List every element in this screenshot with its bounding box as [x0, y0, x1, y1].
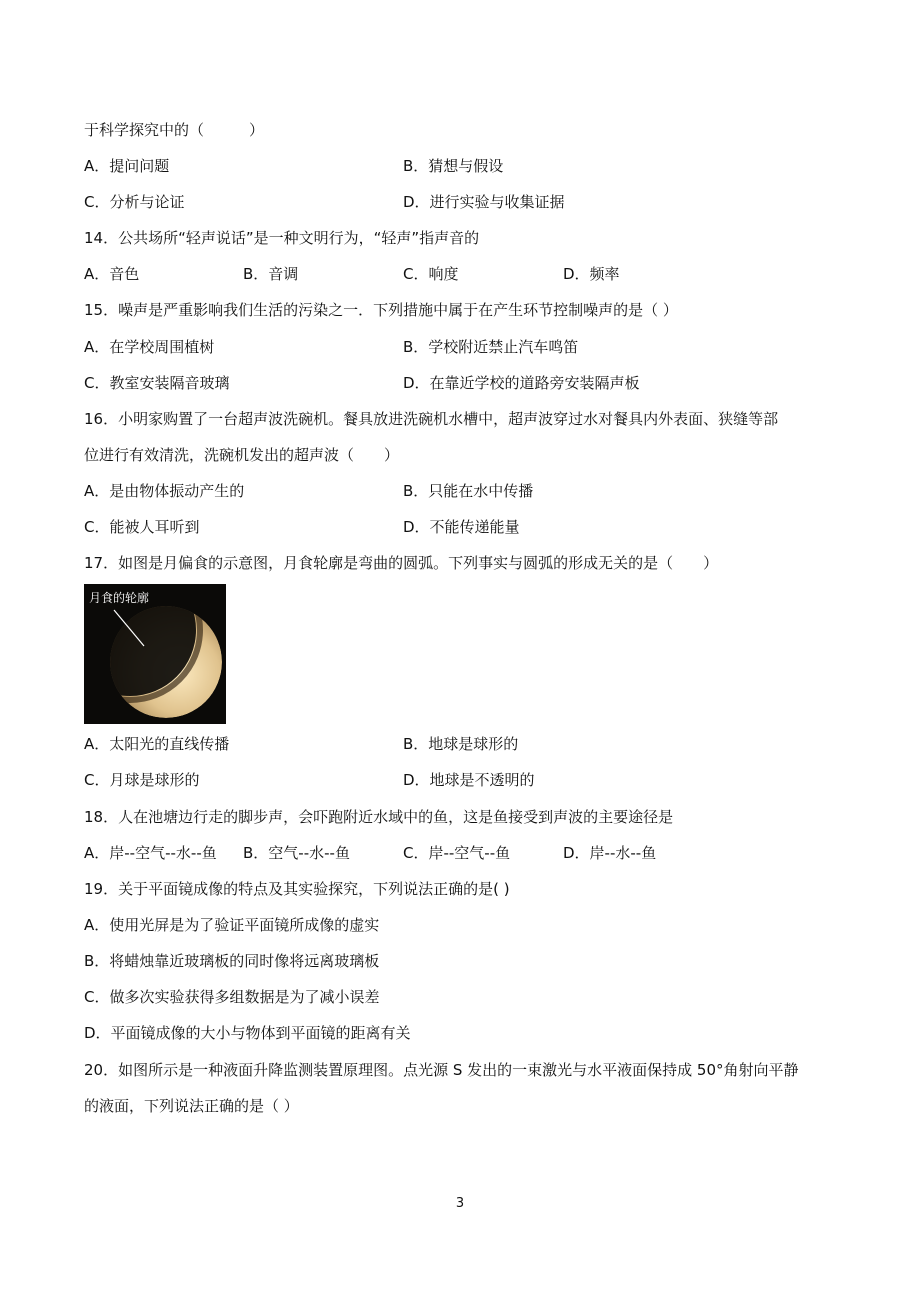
- figure-label: 月食的轮廓: [89, 591, 150, 605]
- q20-stem-line2: 的液面，下列说法正确的是（ ）: [84, 1097, 299, 1115]
- q18-option-a: A．岸--空气--水--鱼: [84, 844, 217, 862]
- q13-stem-tail: 于科学探究中的（ ）: [84, 121, 265, 139]
- q15-stem: 15．噪声是严重影响我们生活的污染之一．下列措施中属于在产生环节控制噪声的是（ ）: [84, 301, 678, 319]
- q14-option-a: A．音色: [84, 265, 140, 283]
- q16-stem-line1: 16．小明家购置了一台超声波洗碗机。餐具放进洗碗机水槽中，超声波穿过水对餐具内外表面、狭缝等部: [84, 410, 779, 428]
- q20-stem-line1: 20．如图所示是一种液面升降监测装置原理图。点光源 S 发出的一束激光与水平液面保持成 50°角射向平静: [84, 1061, 799, 1079]
- q17-option-c: C．月球是球形的: [84, 771, 200, 789]
- page-number: 3: [455, 1196, 465, 1211]
- q16-option-c: C．能被人耳听到: [84, 518, 200, 536]
- q14-option-d: D．频率: [563, 265, 620, 283]
- q17-option-d: D．地球是不透明的: [403, 771, 535, 789]
- q18-option-d: D．岸--水--鱼: [563, 844, 657, 862]
- q17-option-a: A．太阳光的直线传播: [84, 735, 230, 753]
- q18-option-c: C．岸--空气--鱼: [403, 844, 511, 862]
- q13-option-a: A．提问问题: [84, 157, 170, 175]
- q15-option-b: B．学校附近禁止汽车鸣笛: [403, 338, 579, 356]
- q17-stem: 17．如图是月偏食的示意图，月食轮廓是弯曲的圆弧。下列事实与圆弧的形成无关的是（ ）: [84, 554, 719, 572]
- q13-option-b: B．猜想与假设: [403, 157, 504, 175]
- q15-option-a: A．在学校周围植树: [84, 338, 215, 356]
- q13-option-c: C．分析与论证: [84, 193, 185, 211]
- q19-option-d: D．平面镜成像的大小与物体到平面镜的距离有关: [84, 1024, 411, 1042]
- q19-option-b: B．将蜡烛靠近玻璃板的同时像将远离玻璃板: [84, 952, 380, 970]
- q18-stem: 18．人在池塘边行走的脚步声，会吓跑附近水域中的鱼，这是鱼接受到声波的主要途径是: [84, 808, 674, 826]
- q19-option-c: C．做多次实验获得多组数据是为了减小误差: [84, 988, 380, 1006]
- q17-option-b: B．地球是球形的: [403, 735, 519, 753]
- lunar-eclipse-image: [84, 584, 226, 724]
- q16-stem-line2: 位进行有效清洗，洗碗机发出的超声波（ ）: [84, 446, 400, 464]
- q14-stem: 14．公共场所“轻声说话”是一种文明行为，“轻声”指声音的: [84, 229, 480, 247]
- q18-option-b: B．空气--水--鱼: [243, 844, 350, 862]
- q16-option-a: A．是由物体振动产生的: [84, 482, 245, 500]
- q15-option-c: C．教室安装隔音玻璃: [84, 374, 230, 392]
- q19-stem: 19．关于平面镜成像的特点及其实验探究，下列说法正确的是( ): [84, 880, 510, 898]
- q16-option-b: B．只能在水中传播: [403, 482, 534, 500]
- q14-option-b: B．音调: [243, 265, 299, 283]
- q16-option-d: D．不能传递能量: [403, 518, 520, 536]
- q15-option-d: D．在靠近学校的道路旁安装隔声板: [403, 374, 640, 392]
- q19-option-a: A．使用光屏是为了验证平面镜所成像的虚实: [84, 916, 380, 934]
- q13-option-d: D．进行实验与收集证据: [403, 193, 565, 211]
- lunar-eclipse-figure: [84, 584, 226, 724]
- q14-option-c: C．响度: [403, 265, 459, 283]
